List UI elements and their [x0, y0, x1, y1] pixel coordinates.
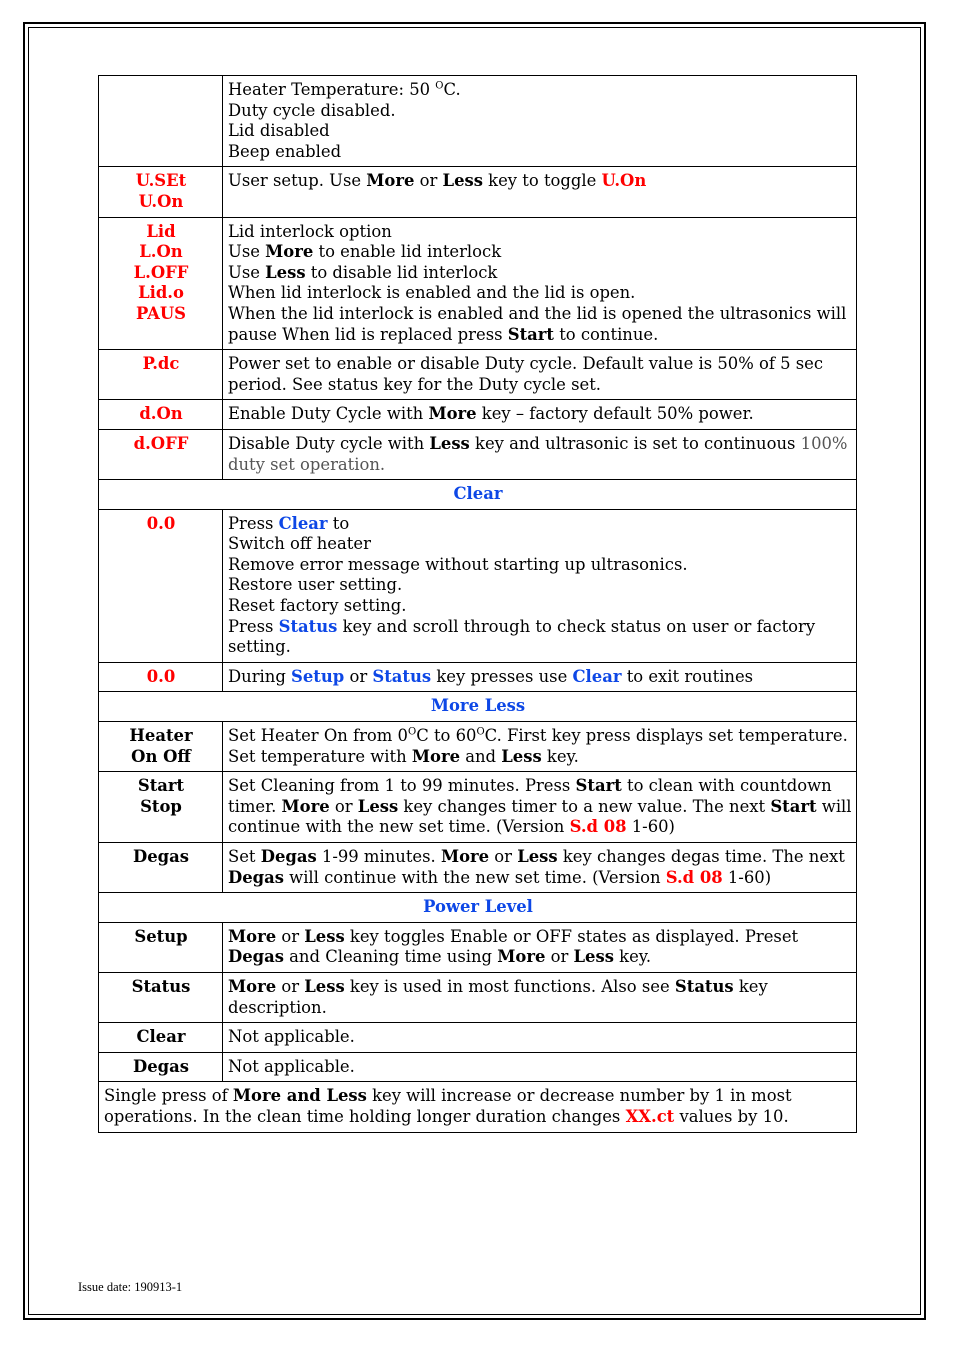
desc-text: Single press of: [104, 1086, 233, 1106]
key-cell-setup: [99, 922, 223, 972]
version-text: S.d 08: [569, 817, 627, 837]
desc-clear-2: [223, 662, 857, 692]
desc-text: Enable Duty Cycle with: [228, 404, 429, 424]
key-cell-status: [99, 972, 223, 1022]
clear-text: Clear: [572, 666, 622, 686]
table-row-don: [99, 400, 857, 430]
key-cell-lid: [99, 217, 223, 350]
desc-text: key and ultrasonic is set to continuous: [469, 433, 801, 453]
less-text: Less: [517, 847, 558, 866]
duty-text: Duty cycle disabled.: [228, 100, 396, 120]
desc-clear-3: Not applicable.: [223, 1023, 857, 1053]
desc-text: key presses use: [431, 666, 573, 686]
key-label: PAUS: [136, 303, 186, 323]
desc-text: to exit routines: [621, 666, 754, 686]
less-text: Less: [357, 796, 399, 816]
key-cell-user-setup: [99, 167, 223, 217]
more-text: More: [440, 847, 490, 866]
degas-text: Degas: [260, 847, 317, 866]
table-row-degas-2: [99, 1052, 857, 1082]
desc-text: C. First key press displays set temperature. Set temperature with: [228, 726, 848, 766]
more-text: More: [228, 926, 277, 946]
uon-text: U.On: [601, 171, 647, 191]
desc-text: key – factory default 50% power.: [476, 404, 754, 424]
desc-degas: [223, 843, 857, 893]
key-label: Degas: [133, 1056, 189, 1076]
key-label: Start: [137, 776, 185, 796]
table-row-clear-3: [99, 1023, 857, 1053]
desc-text: and Cleaning time using: [283, 947, 498, 967]
desc-text: During: [228, 666, 292, 686]
key-label: Stop: [140, 796, 182, 816]
desc-text: key to toggle: [482, 171, 602, 191]
key-cell-degas-2: [99, 1052, 223, 1082]
desc-text: values by 10.: [674, 1106, 789, 1126]
key-label: On Off: [131, 746, 191, 766]
xxct-text: XX.ct: [625, 1106, 675, 1126]
table-row-clear-2: [99, 662, 857, 692]
desc-status: [223, 972, 857, 1022]
key-cell-clear-2: [99, 662, 223, 692]
desc-pdc: Power set to enable or disable Duty cycle. Default value is 50% of 5 sec period. See status key for the Duty cycle set.: [223, 350, 857, 400]
intro-description: [223, 76, 857, 167]
desc-text: key description.: [228, 976, 768, 1017]
desc-text: or: [414, 171, 443, 191]
table-row-doff: [99, 429, 857, 479]
heater-temp-text: Heater Temperature: 50: [228, 80, 436, 99]
key-label: L.OFF: [133, 262, 189, 282]
start-text: Start: [575, 776, 622, 796]
desc-text: User setup. Use: [228, 171, 367, 191]
desc-text: or: [489, 847, 518, 866]
summary-cell: [99, 1082, 857, 1132]
desc-don: [223, 400, 857, 430]
key-label: Lid.o: [138, 283, 184, 303]
key-label: U.On: [138, 191, 184, 211]
desc-text: and: [460, 746, 502, 766]
desc-text: Disable Duty cycle with: [228, 433, 430, 453]
key-cell-start: [99, 772, 223, 843]
desc-text: Lid interlock option: [228, 221, 392, 241]
status-text: Status: [278, 616, 338, 636]
degas-text: Degas: [228, 947, 284, 967]
version-text: S.d 08: [665, 867, 723, 887]
table-row-clear-1: [99, 509, 857, 662]
key-label: d.On: [139, 404, 183, 424]
desc-text: When lid interlock is enabled and the lid is open.: [228, 283, 636, 303]
desc-text: Use: [228, 262, 266, 282]
section-row-more-less: [99, 692, 857, 722]
less-text: Less: [304, 926, 345, 946]
desc-start: [223, 772, 857, 843]
less-text: Less: [304, 976, 345, 996]
key-label: U.SEt: [135, 171, 187, 191]
key-cell-clear-3: [99, 1023, 223, 1053]
desc-text: key is used in most functions. Also see: [344, 976, 675, 996]
key-function-table: [98, 75, 857, 1133]
desc-text: to disable lid interlock: [305, 262, 498, 282]
desc-text: Use: [228, 242, 266, 262]
status-text: Status: [372, 666, 432, 686]
section-heading-clear: Clear: [99, 480, 857, 510]
key-label: Lid: [146, 221, 176, 241]
beep-text: Beep enabled: [228, 141, 342, 161]
table-row-start: [99, 772, 857, 843]
desc-text: Press: [228, 513, 279, 533]
desc-degas-2: Not applicable.: [223, 1052, 857, 1082]
lid-text: Lid disabled: [228, 121, 330, 141]
desc-text: or: [276, 926, 305, 946]
section-heading-power-level: Power Level: [99, 893, 857, 923]
desc-text: to continue.: [554, 324, 659, 344]
more-text: More: [411, 746, 461, 766]
table-row-setup: [99, 922, 857, 972]
degree-sup: O: [476, 726, 485, 738]
desc-text: to enable lid interlock: [313, 242, 502, 262]
desc-setup: [223, 922, 857, 972]
key-cell-heater: [99, 722, 223, 772]
more-text: More: [428, 404, 477, 424]
start-text: Start: [770, 796, 817, 816]
less-text: Less: [429, 433, 470, 453]
desc-text: or: [344, 666, 373, 686]
more-text: More: [265, 242, 314, 262]
status-text: Status: [674, 976, 734, 996]
more-less-text: More and Less: [232, 1086, 367, 1106]
desc-text: Set: [228, 847, 261, 866]
table-row-user-setup: [99, 167, 857, 217]
key-label: Heater: [129, 726, 193, 746]
key-label: Status: [131, 976, 191, 996]
degas-text: Degas: [228, 867, 284, 887]
less-text: Less: [573, 947, 614, 967]
table-row-lid: [99, 217, 857, 350]
desc-text: or: [545, 947, 574, 967]
desc-lid: [223, 217, 857, 350]
clear-text: Clear: [278, 513, 328, 533]
table-row-heater: [99, 722, 857, 772]
desc-text: Reset factory setting.: [228, 596, 407, 616]
desc-text: 1-99 minutes.: [316, 847, 441, 866]
desc-text: 1-60): [722, 867, 772, 887]
key-label: P.dc: [142, 354, 180, 374]
desc-text: Set Heater On from 0: [228, 726, 408, 746]
unit-text: C.: [443, 80, 461, 99]
more-text: More: [366, 171, 415, 191]
desc-heater: [223, 722, 857, 772]
table-row-intro: [99, 76, 857, 167]
key-cell-empty: [99, 76, 223, 167]
desc-text: 1-60): [626, 817, 675, 837]
more-text: More: [497, 947, 546, 967]
issue-date: Issue date: 190913-1: [78, 1280, 183, 1294]
section-row-power-level: [99, 893, 857, 923]
key-label: 0.0: [146, 666, 176, 686]
key-label: L.On: [139, 242, 183, 262]
key-cell-don: [99, 400, 223, 430]
desc-text: Set Cleaning from 1 to 99 minutes. Press: [228, 776, 576, 796]
desc-text: Press: [228, 616, 279, 636]
desc-doff: [223, 429, 857, 479]
start-text: Start: [507, 324, 554, 344]
key-label: Degas: [133, 847, 189, 866]
less-text: Less: [265, 262, 306, 282]
key-cell-degas: [99, 843, 223, 893]
more-text: More: [228, 976, 277, 996]
more-text: More: [281, 796, 330, 816]
desc-text: key and scroll through to check status on user or factory setting.: [228, 616, 816, 657]
desc-text: will continue with the new set time. (Version: [228, 796, 852, 837]
table-row-status: [99, 972, 857, 1022]
degree-sup: O: [407, 726, 417, 738]
desc-user-setup: [223, 167, 857, 217]
desc-text: to: [327, 513, 350, 533]
desc-text: will continue with the new set time. (Version: [283, 867, 666, 887]
less-text: Less: [501, 746, 542, 766]
desc-text: key.: [541, 746, 579, 766]
desc-text: Restore user setting.: [228, 575, 403, 595]
desc-text: When the lid interlock is enabled and the lid is opened the ultrasonics will pause When lid is replaced press: [228, 303, 847, 344]
desc-text: key will increase or decrease number by 1 in most operations. In the clean time holding longer duration changes: [104, 1086, 792, 1126]
desc-text: Remove error message without starting up ultrasonics.: [228, 554, 688, 574]
desc-text: key toggles Enable or OFF states as displayed. Preset: [344, 926, 799, 946]
desc-text: key changes timer to a new value. The next: [398, 796, 771, 816]
desc-text: or: [329, 796, 358, 816]
key-cell-pdc: [99, 350, 223, 400]
desc-text: to clean with countdown timer.: [228, 776, 832, 816]
section-heading-more-less: More Less: [99, 692, 857, 722]
desc-text: Switch off heater: [228, 534, 371, 554]
table-row-summary: [99, 1082, 857, 1132]
setup-text: Setup: [291, 666, 345, 686]
key-label: 0.0: [146, 513, 176, 533]
degree-sup: O: [435, 80, 444, 92]
key-cell-doff: [99, 429, 223, 479]
key-label: Clear: [136, 1027, 186, 1047]
table-row-pdc: [99, 350, 857, 400]
section-row-clear: [99, 480, 857, 510]
desc-text: key changes degas time. The next: [557, 847, 845, 866]
less-text: Less: [442, 171, 483, 191]
desc-text: C to 60: [416, 726, 477, 746]
desc-text: or: [276, 976, 305, 996]
key-cell-clear-1: [99, 509, 223, 662]
desc-text-grey: 100% duty set operation.: [228, 433, 848, 474]
key-label: Setup: [134, 926, 188, 946]
key-label: d.OFF: [133, 433, 189, 453]
desc-clear-1: [223, 509, 857, 662]
desc-text: key.: [613, 947, 652, 967]
table-row-degas: [99, 843, 857, 893]
